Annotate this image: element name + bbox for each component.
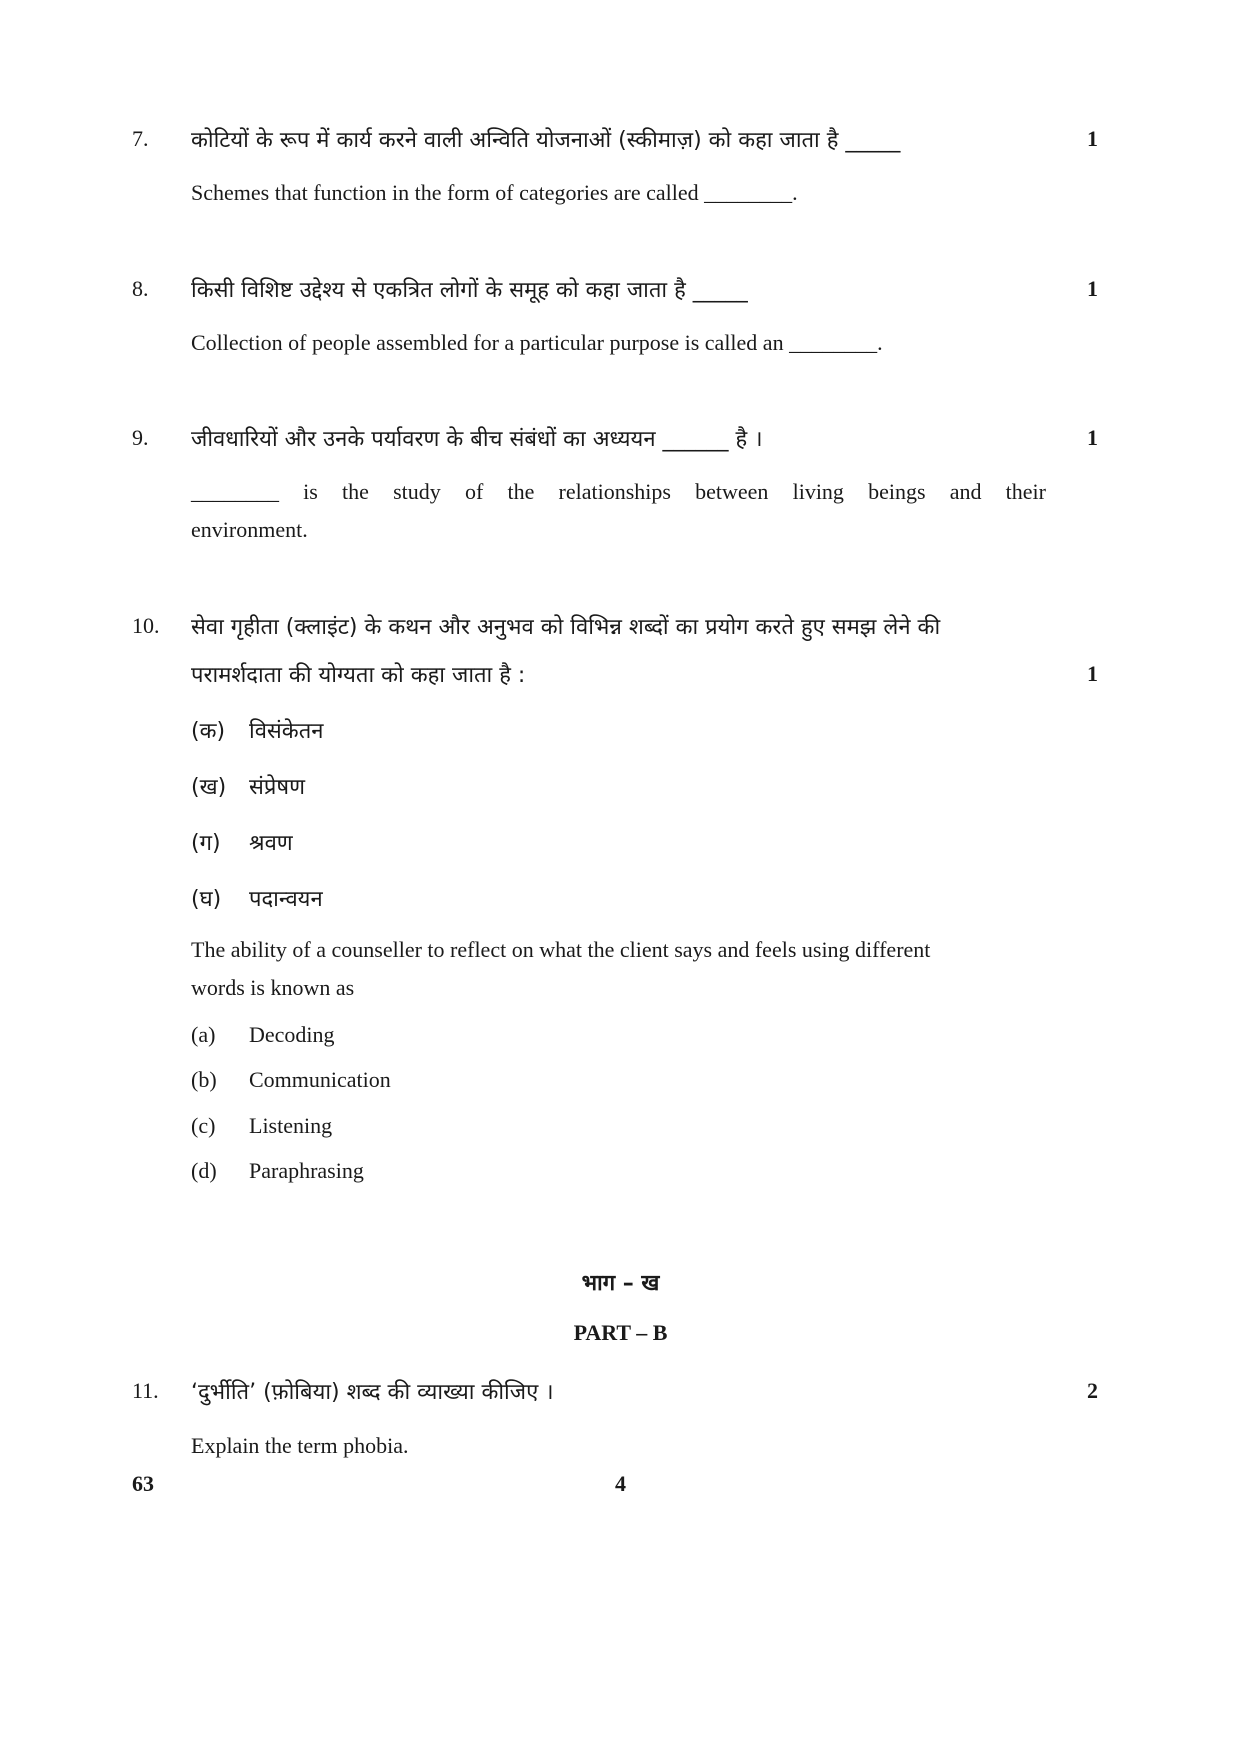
option-label: (घ) — [191, 887, 222, 912]
option-text: पदान्वयन — [249, 887, 323, 912]
question-text-hindi: कोटियों के रूप में कार्य करने वाली अन्विति योजनाओं (स्कीमाज़) को कहा जाता है _____ — [191, 128, 901, 153]
question-text-hindi-continued: परामर्शदाता की योग्यता को कहा जाता है : — [191, 663, 526, 688]
option-text: Listening — [249, 1113, 333, 1138]
question-text-english: Collection of people assembled for a particular purpose is called an ________. — [191, 330, 883, 355]
marks: 1 — [1087, 425, 1098, 450]
section-heading-hindi: भाग – ख — [581, 1271, 660, 1296]
option-text: विसंकेतन — [249, 719, 324, 744]
question-text-hindi: जीवधारियों और उनके पर्यावरण के बीच संबंधों का अध्ययन ______ है । — [191, 427, 763, 452]
marks: 1 — [1087, 126, 1098, 151]
question-text-english: Explain the term phobia. — [191, 1433, 409, 1458]
option-text: श्रवण — [249, 831, 293, 856]
question-text-hindi: सेवा गृहीता (क्लाइंट) के कथन और अनुभव को विभिन्न शब्दों का प्रयोग करते हुए समझ लेने की — [191, 615, 941, 640]
option-text: Decoding — [249, 1022, 335, 1047]
option-label: (ख) — [191, 775, 227, 800]
marks: 1 — [1087, 661, 1098, 686]
option-label: (c) — [191, 1113, 216, 1138]
option-label: (क) — [191, 719, 226, 744]
question-number: 9. — [132, 425, 149, 450]
option-text: Communication — [249, 1067, 391, 1092]
option-label: (a) — [191, 1022, 216, 1047]
option-label: (b) — [191, 1067, 217, 1092]
option-text: Paraphrasing — [249, 1158, 364, 1183]
question-number: 10. — [132, 613, 160, 638]
question-number: 11. — [132, 1378, 159, 1403]
page-number: 4 — [615, 1471, 626, 1496]
paper-code: 63 — [132, 1471, 154, 1496]
question-text-english-continued: words is known as — [191, 975, 355, 1000]
marks: 1 — [1087, 276, 1098, 301]
question-text-hindi: किसी विशिष्ट उद्देश्य से एकत्रित लोगों के समूह को कहा जाता है _____ — [191, 278, 748, 303]
marks: 2 — [1087, 1378, 1098, 1403]
option-label: (d) — [191, 1158, 217, 1183]
section-heading-english: PART – B — [573, 1320, 668, 1345]
option-label: (ग) — [191, 831, 221, 856]
option-text: संप्रेषण — [249, 775, 306, 800]
question-number: 8. — [132, 276, 149, 301]
question-text-english: Schemes that function in the form of categories are called ________. — [191, 180, 798, 205]
question-text-english: ________ is the study of the relationships between living beings and their — [191, 479, 1046, 504]
question-text-english-continued: environment. — [191, 517, 308, 542]
question-number: 7. — [132, 126, 149, 151]
question-text-english: The ability of a counseller to reflect on what the client says and feels using different — [191, 937, 931, 962]
question-text-hindi: ‘दुर्भीति’ (फ़ोबिया) शब्द की व्याख्या कीजिए । — [191, 1380, 554, 1405]
